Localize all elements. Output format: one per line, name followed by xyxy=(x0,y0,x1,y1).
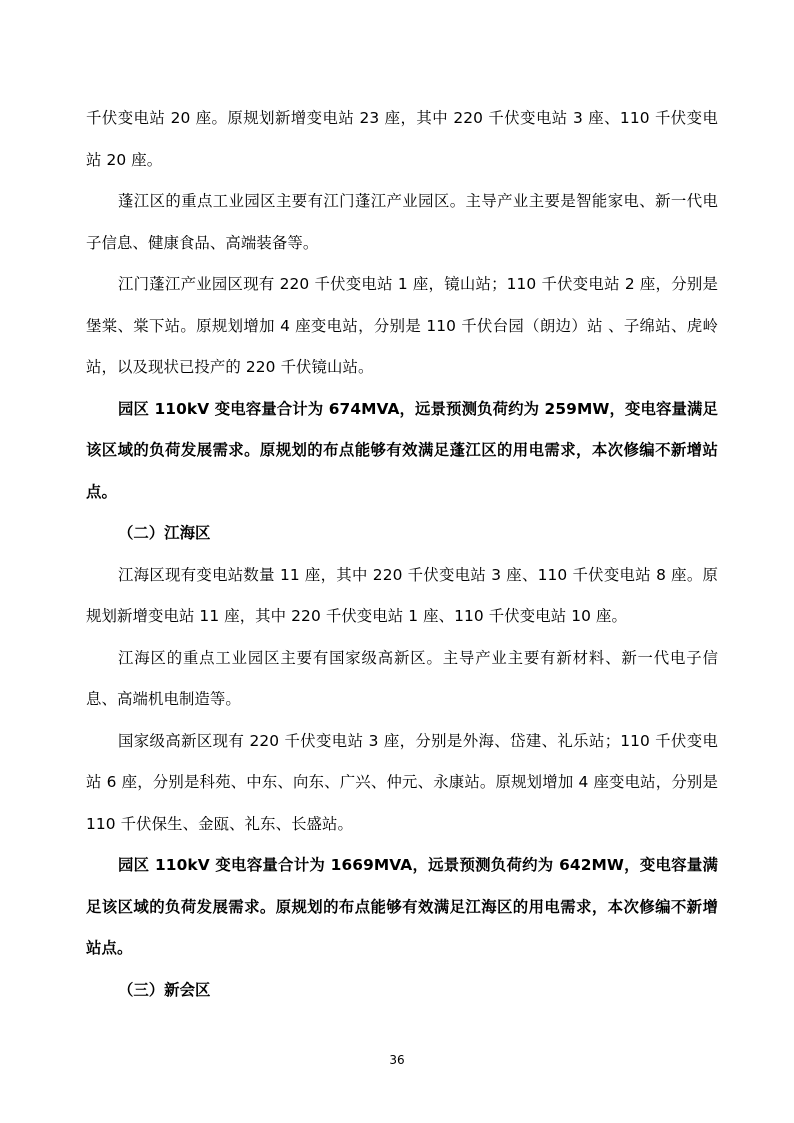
paragraph-pengjiang-industrial-park: 蓬江区的重点工业园区主要有江门蓬江产业园区。主导产业主要是智能家电、新一代电子信息、健康食品、高端装备等。 xyxy=(86,192,718,252)
paragraph-pengjiang-capacity-conclusion: 园区 110kV 变电容量合计为 674MVA，远景预测负荷约为 259MW，变电容量满足该区域的负荷发展需求。原规划的布点能够有效满足蓬江区的用电需求，本次修编不新增站点。 xyxy=(86,399,718,501)
page-number: 36 xyxy=(389,1053,405,1067)
document-body xyxy=(86,98,718,1011)
section-heading-xinhui: （三）新会区 xyxy=(118,980,211,999)
paragraph-pengjiang-substations: 江门蓬江产业园区现有 220 千伏变电站 1 座，镜山站；110 千伏变电站 2 座，分别是堡棠、棠下站。原规划增加 4 座变电站，分别是 110 千伏台园（朗边）站 、子绵站、虎岭站，以及现状已投产的 220 千伏镜山站。 xyxy=(86,275,718,376)
section-heading-jianghai: （二）江海区 xyxy=(118,524,211,542)
paragraph-continuation: 千伏变电站 20 座。原规划新增变电站 23 座，其中 220 千伏变电站 3 座、110 千伏变电站 20 座。 xyxy=(86,109,718,169)
paragraph-jianghai-capacity-conclusion: 园区 110kV 变电容量合计为 1669MVA，远景预测负荷约为 642MW，变电容量满足该区域的负荷发展需求。原规划的布点能够有效满足江海区的用电需求，本次修编不新增站点。 xyxy=(86,856,718,957)
paragraph-jianghai-hightech-substations: 国家级高新区现有 220 千伏变电站 3 座，分别是外海、岱建、礼乐站；110 千伏变电站 6 座，分别是科苑、中东、向东、广兴、仲元、永康站。原规划增加 4 座变电站，分别是 110 千伏保生、金瓯、礼东、长盛站。 xyxy=(86,731,718,833)
paragraph-jianghai-substations-count: 江海区现有变电站数量 11 座，其中 220 千伏变电站 3 座、110 千伏变电站 8 座。原规划新增变电站 11 座，其中 220 千伏变电站 1 座、110 千伏变电站 10 座。 xyxy=(86,565,718,625)
paragraph-jianghai-industrial-park: 江海区的重点工业园区主要有国家级高新区。主导产业主要有新材料、新一代电子信息、高端机电制造等。 xyxy=(86,648,718,708)
